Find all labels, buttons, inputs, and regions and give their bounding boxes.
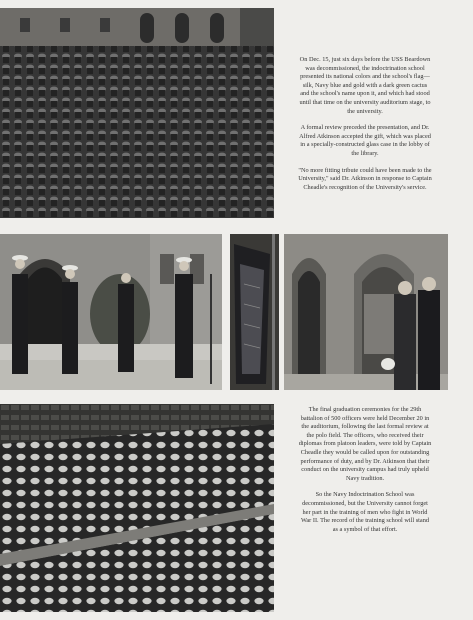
- article-paragraph: A formal review preceded the presentation, and Dr. Alfred Atkinson accepted the gift, which was placed in a specially-constructed glass case in the lobby of the library.: [299, 124, 431, 157]
- article-paragraph: "No more fitting tribute could have been made to the University," said Dr. Atkinson in response to Captain Cheadle's recognition of the University's service.: [298, 166, 432, 191]
- photo-graduation-auditorium: [0, 404, 274, 612]
- article-paragraph: On Dec. 15, just six days before the USS Beardown was decommissioned, the indoctrination school presented its national colors and the school's flag—silk, Navy blue and gold with a dark green cactus and the school's name upon it, and which had stood until that time on the university auditorium stage, to the university.: [299, 56, 431, 115]
- photo-formation-review: [0, 8, 274, 218]
- article-column-top: [298, 56, 432, 200]
- article-column-bottom: [298, 406, 432, 542]
- article-paragraph: The final graduation ceremonies for the 29th battalion of 500 officers were held December 20 in the auditorium, following the last formal review at the polo field. The officers, who received their diplomas from platoon leaders, were told by Captain Cheadle they would be called upon for outstanding performance of duty, and by Dr. Atkinson that their conduct on the university campus had truly upheld Navy tradition.: [298, 406, 432, 482]
- photo-officers-ceremony: [0, 234, 222, 390]
- article-paragraph: So the Navy Indoctrination School was decommissioned, but the University cannot forget her part in the training of men who fight in World War II. The record of the training school will stand as a symbol of that effort.: [300, 491, 430, 533]
- photo-library-presentation: [284, 234, 448, 390]
- photo-flag-display: [230, 234, 279, 390]
